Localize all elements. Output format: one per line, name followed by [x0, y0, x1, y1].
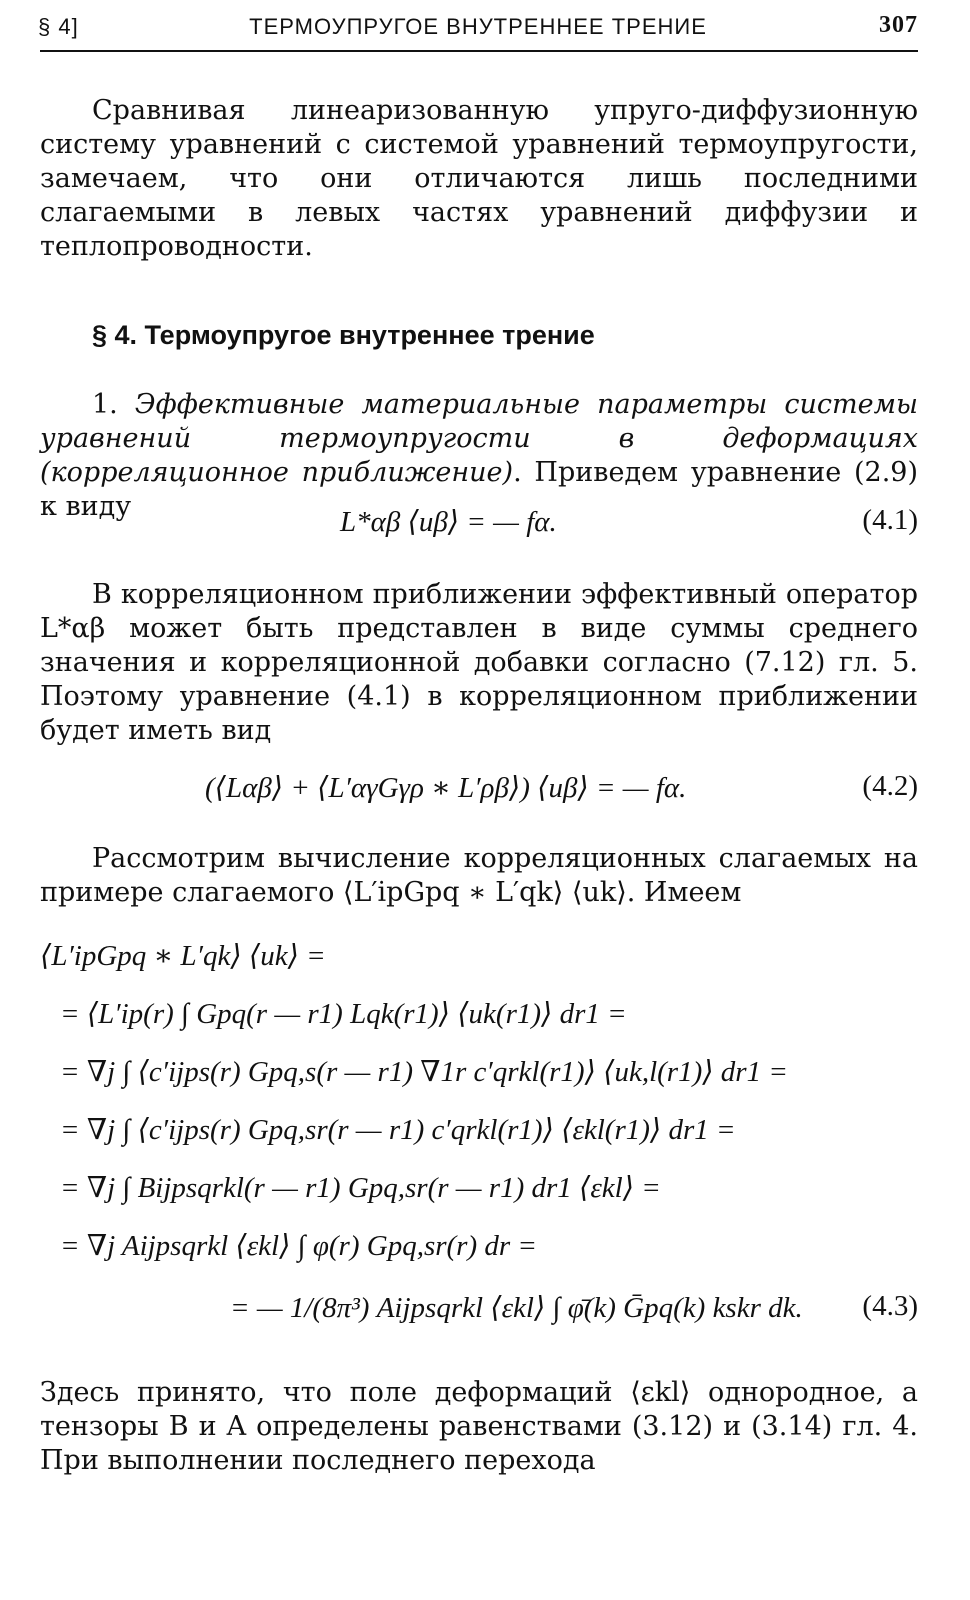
equation-4-1 [40, 504, 918, 546]
equation-4-2-number: (4.2) [862, 770, 918, 802]
running-header [38, 8, 918, 44]
equation-4-3-number: (4.3) [862, 1290, 918, 1322]
equation-4-3-line-6 [40, 1228, 918, 1270]
equation-4-3-line-7-expr: = — 1/(8π³) Aijpsqrkl ⟨εkl⟩ ∫ φ̄(k) Ḡpq(k) kskr dk. [230, 1292, 803, 1324]
equation-4-3-line-3 [40, 1054, 918, 1096]
section-heading: § 4. Термоупругое внутреннее трение [92, 320, 595, 350]
equation-4-3-line-5 [40, 1170, 918, 1212]
subsection-number: 1. [92, 389, 118, 420]
equation-4-3-line-1-expr: ⟨L′ipGpq ∗ L′qk⟩ ⟨uk⟩ = [40, 940, 326, 972]
header-rule [40, 50, 918, 52]
equation-4-1-expr: L*αβ ⟨uβ⟩ = — fα. [340, 506, 557, 538]
subsection-title: Эффективные материальные параметры системы уравнений термоупругости в деформациях (корреляционное приближение) [40, 389, 918, 488]
equation-4-3-line-6-expr: = ∇j Aijpsqrkl ⟨εkl⟩ ∫ φ(r) Gpq,sr(r) dr = [60, 1230, 537, 1262]
equation-4-2-expr: (⟨Lαβ⟩ + ⟨L′αγGγρ ∗ L′ρβ⟩) ⟨uβ⟩ = — fα. [205, 772, 687, 804]
equation-4-3-line-1 [40, 938, 918, 980]
paragraph-intro: Сравнивая линеаризованную упруго-диффузионную систему уравнений с системой уравнений термоупругости, замечаем, что они отличаются лишь последними слагаемыми в левых частях уравнений диффузии и теплопроводности. [40, 95, 918, 262]
page-number: 307 [879, 12, 918, 38]
paragraph-here: Здесь принято, что поле деформаций ⟨εkl⟩ однородное, а тензоры B и A определены равенствами (3.12) и (3.14) гл. 4. При выполнении последнего перехода [40, 1377, 918, 1476]
header-section-ref: § 4] [38, 14, 79, 39]
paragraph-consider: Рассмотрим вычисление корреляционных слагаемых на примере слагаемого ⟨L′ipGpq ∗ L′qk⟩ ⟨uk⟩. Имеем [40, 843, 918, 908]
equation-4-3-line-5-expr: = ∇j ∫ Bijpsqrkl(r — r1) Gpq,sr(r — r1) dr1 ⟨εkl⟩ = [60, 1172, 661, 1204]
equation-4-3-line-3-expr: = ∇j ∫ ⟨c′ijps(r) Gpq,s(r — r1) ∇1r c′qrkl(r1)⟩ ⟨uk,l(r1)⟩ dr1 = [60, 1056, 788, 1088]
equation-4-1-number: (4.1) [862, 504, 918, 536]
equation-4-3-line-4 [40, 1112, 918, 1154]
paragraph-correlation: В корреляционном приближении эффективный оператор L*αβ может быть представлен в виде суммы среднего значения и корреляционной добавки согласно (7.12) гл. 5. Поэтому уравнение (4.1) в корреляционном приближении будет иметь вид [40, 579, 918, 746]
equation-4-3-line-2 [40, 996, 918, 1038]
header-title: ТЕРМОУПРУГОЕ ВНУТРЕННЕЕ ТРЕНИЕ [249, 14, 707, 39]
equation-4-2 [40, 770, 918, 812]
equation-4-3-line-4-expr: = ∇j ∫ ⟨c′ijps(r) Gpq,sr(r — r1) c′qrkl(r1)⟩ ⟨εkl(r1)⟩ dr1 = [60, 1114, 736, 1146]
equation-4-3-line-2-expr: = ⟨L′ip(r) ∫ Gpq(r — r1) Lqk(r1)⟩ ⟨uk(r1)⟩ dr1 = [60, 998, 627, 1030]
subsection-text: . Приведем уравнение (2.9) к виду [40, 457, 919, 522]
equation-4-3-line-7 [40, 1290, 918, 1332]
